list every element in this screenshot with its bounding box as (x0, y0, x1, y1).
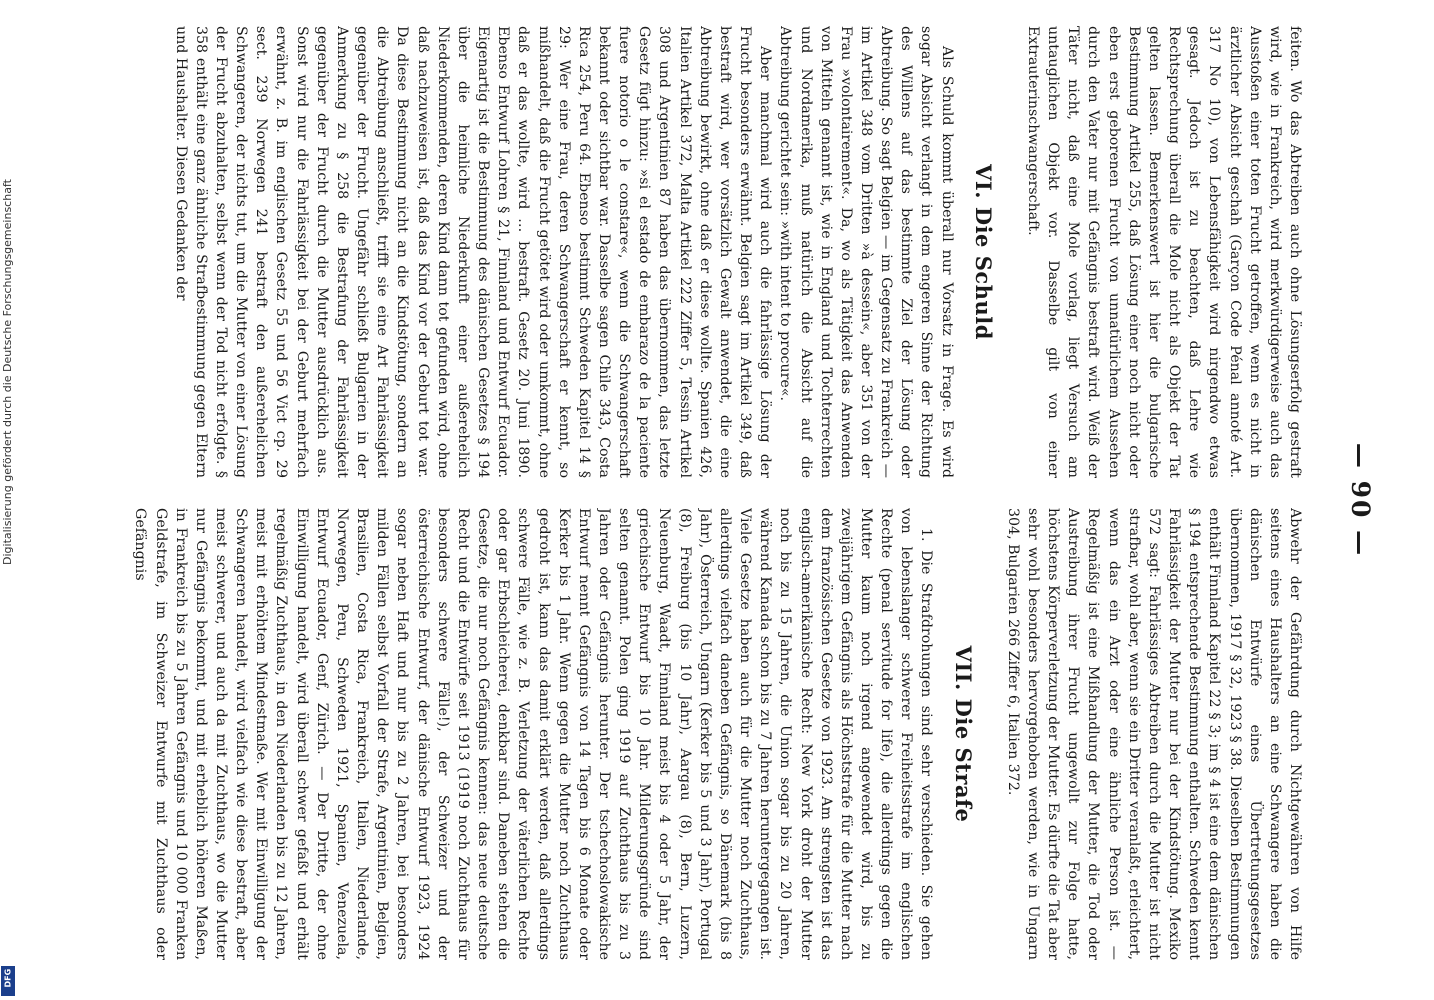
left-column (125, 26, 1305, 478)
paragraph: Als Schuld kommt überall nur Vorsatz in Frage. Es wird sogar Absicht verlangt in dem engeren Sinne der Richtung des Willens auf das bestimmte Ziel der Lösung oder Abtreibung. So sagt Belgien — im Gegensatz zu Frankreich — im Artikel 348 vom Dritten »à dessein«, aber 351 von der Frau »volontairement«. Da, wo als Tätigkeit das Anwenden von Mitteln genannt ist, wie in England und Tochterrechten und Nordamerika, muß natürlich die Absicht auf die Abtreibung gerichtet sein: »with intent to procure«. (777, 26, 955, 478)
digitization-note: Digitalisierung gefördert durch die Deutsche Forschungsgemeinschaft (1, 179, 14, 565)
paragraph: 1. Die Strafdrohungen sind sehr verschieden. Sie gehen von lebenslanger schwerer Freiheitsstrafe im englischen Rechte (penal servitude for life), die allerdings gegen die Mutter kaum noch irgend angewendet wird, bis zu zweijährigem Gefängnis als Höchststrafe für die Mutter nach dem französischen Gesetze von 1923. Am strengsten ist das englisch-amerikanische Recht: New York droht der Mutter noch bis zu 15 Jahren, die Union sogar bis zu 20 Jahren, während Kanada schon bis zu 7 Jahren heruntergegangen ist. Viele Gesetze haben auch für die Mutter noch Zuchthaus, allerdings vielfach daneben Gefängnis, so Dänemark (bis 8 Jahr), Österreich, Ungarn (Kerker bis 5 und 3 Jahr), Portugal (8), Freiburg (bis 10 Jahr), Aargau (8), Bern, Luzern, Neuenburg, Waadt, Finnland meist bis 4 oder 5 Jahr, der griechische Entwurf bis 10 Jahr. Milderungsgründe sind selten genannt. Polen ging 1919 auf Zuchthaus bis zu 3 Jahren oder Gefängnis herunter. Der tschechoslowakische Entwurf nennt Gefängnis von 14 Tagen bis 6 Monate oder Kerker bis 1 Jahr. Wenn gegen die Mutter noch Zuchthaus gedroht ist, kann das damit erklärt werden, daß allerdings schwere Fälle, wie z. B. Verletzung der väterlichen Rechte oder gar Erbschleicherei, denkbar sind. Daneben stehen die Gesetze, die nur noch Gefängnis kennen: das neue deutsche Recht und die Entwürfe seit 1913 (1919 noch Zuchthaus für besonders schwere Fälle!), der Schweizer und der österreichische Entwurf, der dänische Entwurf 1923, 1924 sogar neben Haft und nur bis zu 2 Jahren, bei besonders milden Fällen selbst Vorfall der Strafe, Argentinien, Belgien, Brasilien, Costa Rica, Frankreich, Italien, Niederlande, Norwegen, Peru, Schweden 1921, Spanien, Venezuela, Entwurf Ecuador, Genf, Zürich. — Der Dritte, der ohne Einwilligung handelt, wird überall schwer gefaßt und erhält regelmäßig Zuchthaus, in den Niederlanden bis zu 12 Jahren, meist mit erhöhtem Mindestmaße. Wer mit Einwilligung der Schwangeren handelt, wird vielfach wie diese bestraft, aber meist schwerer, und auch da mit Zuchthaus, wo die Mutter nur Gefängnis bekommt, und mit erheblich höheren Maßen, in Frankreich bis zu 5 Jahren Gefängnis und 10 000 Franken Geldstrafe, im Schweizer Entwurfe mit Zuchthaus oder Gefängnis (132, 508, 935, 960)
right-column (125, 508, 1305, 960)
paragraph: Aber manchmal wird auch die fahrlässige Lösung der Frucht besonders erwähnt. Belgien sagt im Artikel 349, daß bestraft wird, wer vorsätzlich Gewalt anwendet, die eine Abtreibung bewirkt, ohne daß er diese wollte. Spanien 426, Italien Artikel 372, Malta Artikel 222 Ziffer 5, Tessin Artikel 308 und Argentinien 87 haben das übernommen, das letzte Gesetz fügt hinzu: »si el estado de embarazo de la paciente fuere notorio o le constare«, wenn die Schwangerschaft bekannt oder sichtbar war. Dasselbe sagen Chile 343, Costa Rica 254, Peru 64. Ebenso bestimmt Schweden Kapitel 14 § 29: Wer eine Frau, deren Schwangerschaft er kennt, so mißhandelt, daß die Frucht getötet wird oder umkommt, ohne daß er das wollte, wird … bestraft. Gesetz 20. Juni 1890. Ebenso Entwurf Lohren § 21, Finnland und Entwurf Ecuador. Eigenartig ist die Bestimmung des dänischen Gesetzes § 194 über die heimliche Niederkunft einer außerehelich Niederkommenden, deren Kind dann tot gefunden wird, ohne daß nachzuweisen ist, daß das Kind vor der Geburt tot war. Da diese Bestimmung nicht an die Kindstötung, sondern an die Abtreibung anschließt, trifft sie eine Art Fahrlässigkeit gegenüber der Frucht. Ungefähr schließt Bulgarien in der Anmerkung zu § 258 die Bestrafung der Fahrlässigkeit gegenüber der Frucht durch die Mutter ausdrücklich aus. Sonst wird nur die Fahrlässigkeit bei der Geburt mehrfach erwähnt, z. B. im englischen Gesetz 55 und 56 Vict cp. 29 sect. 239 Norwegen 241 bestraft den außerehelichen Schwangeren, der nichts tut, um die Mutter von einer Lösung der Frucht abzuhalten, selbst wenn der Tod nicht erfolgte. § 358 enthält eine ganz ähnliche Strafbestimmung gegen Eltern und Haushalter. Diesen Gedanken der (172, 26, 774, 478)
paragraph: Abwehr der Gefährdung durch Nichtgewähren von Hilfe seitens eines Haushalters an eine Schwangere haben die dänischen Entwürfe eines Übertretungsgesetzes übernommen, 1917 § 32, 1923 § 38. Dieselben Bestimmungen enthält Finnland Kapitel 22 § 3; im § 4 ist eine dem dänischen § 194 entsprechende Bestimmung enthalten. Schweden kennt Fahrlässigkeit der Mutter nur bei der Kindstötung. Mexiko 572 sagt: Fahrlässiges Abtreiben durch die Mutter ist nicht strafbar, wohl aber, wenn sie ein Dritter veranlaßt, erleichtert, wenn das ein Arzt oder eine ähnliche Person ist. — Regelmäßig ist eine Mißhandlung der Mutter, die Tod oder Austreibung ihrer Frucht ungewollt zur Folge hatte, höchstens Körperverletzung der Mutter. Es dürfte die Tat aber sehr wohl besonders hervorgehoben werden, wie in Ungarn 304, Bulgarien 266 Ziffer 6, Italien 372. (1004, 508, 1303, 960)
document-page (107, 22, 1375, 978)
page-number: — 90 — (1346, 442, 1375, 558)
dfg-logo-text: DFG (3, 968, 13, 988)
paragraph: feiten. Wo das Abtreiben auch ohne Lösungserfolg gestraft wird, wie in Frankreich, wird merkwürdigerweise auch das Ausstoßen einer toten Frucht getroffen, wenn es nicht in ärztlicher Absicht geschah (Garçon Code Pénal annoté Art. 317 No 10), von Lebensfähigkeit wird nirgendwo etwas gesagt. Jedoch ist zu beachten, daß Lehre wie Rechtsprechung überall die Mole nicht als Objekt der Tat gelten lassen. Bemerkenswert ist hier die bulgarische Bestimmung Artikel 255, daß Lösung einer noch nicht oder eben erst geborenen Frucht von unnatürlichem Aussehen durch den Vater nur mit Gefängnis bestraft wird. Weiß der Täter nicht, daß eine Mole vorlag, liegt Versuch am untauglichen Objekt vor. Dasselbe gilt von einer Extrauterinschwangerschaft. (1024, 26, 1303, 478)
section-heading: VI. Die Schuld (970, 164, 996, 340)
dfg-logo (1, 966, 15, 996)
section-heading: VII. Die Strafe (950, 645, 976, 823)
